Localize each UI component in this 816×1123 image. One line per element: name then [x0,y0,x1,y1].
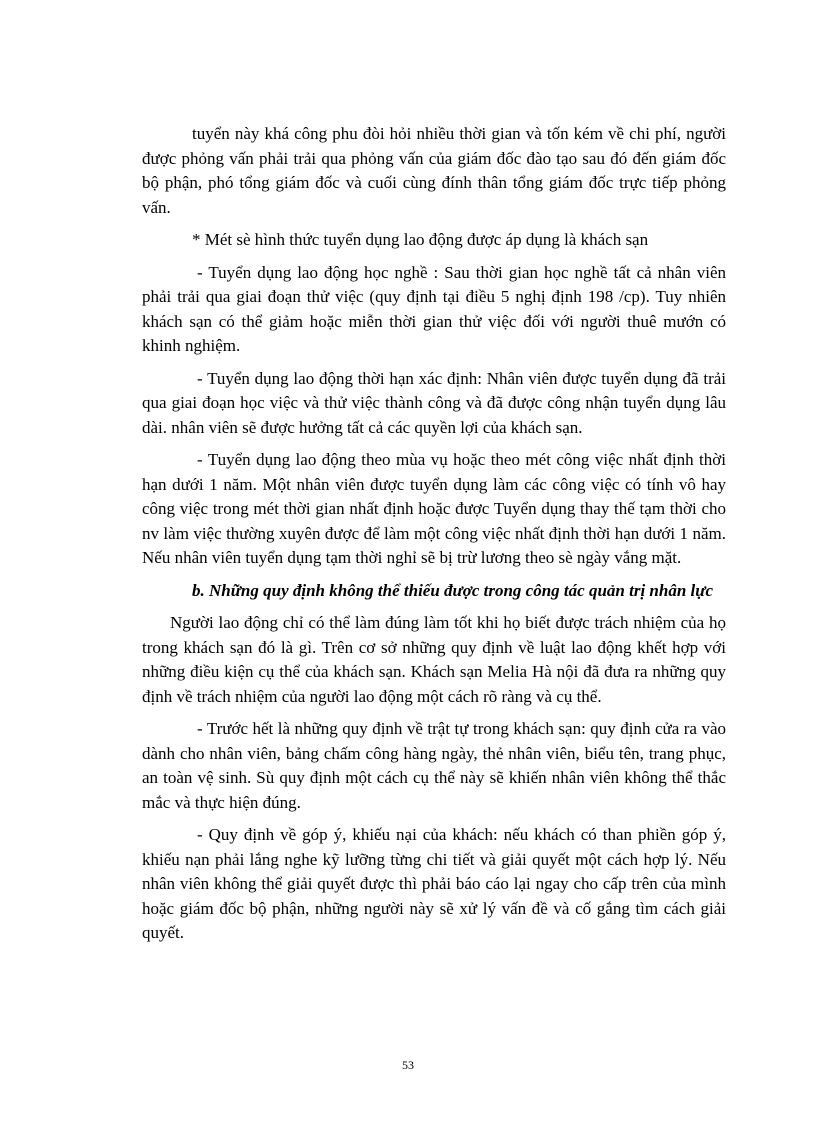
paragraph-apprentice-recruitment: - Tuyển dụng lao động học nghề : Sau thời gian học nghề tất cả nhân viên phải trải qua giai đoạn thử việc (quy định tại điều 5 nghị định 198 /cp). Tuy nhiên khách sạn có thể giảm hoặc miễn thời gian thử việc đối với người thuê mướn có khinh nghiệm. [142,262,726,355]
paragraph-fixed-term-recruitment: - Tuyển dụng lao động thời hạn xác định: Nhân viên được tuyển dụng đã trải qua giai đoạn học việc và thử việc thành công và đã được công nhận tuyển dụng lâu dài. nhân viên sẽ được hưởng tất cả các quyền lợi của khách sạn. [142,368,726,437]
paragraph-complaint-rules: - Quy định về góp ý, khiếu nại của khách: nếu khách có than phiền góp ý, khiếu nạn phải lắng nghe kỹ lưỡng từng chi tiết và giải quyết một cách hợp lý. Nếu nhân viên không thể giải quyết được thì phải báo cáo lại ngay cho cấp trên của mình hoặc giám đốc bộ phận, những người này sẽ xử lý vấn đề và cố gắng tìm cách giải quyết. [142,825,726,942]
paragraph-recruitment-process: tuyển này khá công phu đòi hỏi nhiều thời gian và tốn kém về chi phí, người được phỏng vấn phải trải qua phỏng vấn của giám đốc đào tạo sau đó đến giám đốc bộ phận, phó tổng giám đốc và cuối cùng đính thân tổng giám đốc trực tiếp phỏng vấn. [142,124,726,217]
page-content [142,122,726,954]
paragraph-recruitment-forms: * Mét sè hình thức tuyển dụng lao động được áp dụng là khách sạn [192,230,649,249]
paragraph-order-rules: - Trước hết là những quy định về trật tự trong khách sạn: quy định cửa ra vào dành cho nhân viên, bảng chấm công hàng ngày, thẻ nhân viên, biểu tên, trang phục, an toàn vệ sinh. Sù quy định một cách cụ thể này sẽ khiến nhân viên không thể thắc mắc và thực hiện đúng. [142,719,726,812]
paragraph-seasonal-recruitment: - Tuyển dụng lao động theo mùa vụ hoặc theo mét công việc nhất định thời hạn dưới 1 năm. Một nhân viên được tuyển dụng làm các công việc có tính vô hay công việc trong mét thời gian nhất định hoặc được Tuyển dụng thay thế tạm thời cho nv làm việc thường xuyên được để làm một công việc nhất định thời hạn dưới 1 năm. Nếu nhân viên tuyển dụng tạm thời nghỉ sẽ bị trừ lương theo sè ngày vắng mặt. [142,450,726,567]
section-heading: b. Những quy định không thể thiếu được trong công tác quản trị nhân lực [192,580,713,600]
page-number: 53 [402,1058,414,1072]
paragraph-employee-responsibility: Người lao động chỉ có thể làm đúng làm tốt khi họ biết được trách nhiệm của họ trong khách sạn đó là gì. Trên cơ sở những quy định về luật lao động khết hợp với những điều kiện cụ thể của khách sạn. Khách sạn Melia Hà nội đã đưa ra những quy định về trách nhiệm của người lao động một cách rõ ràng và cụ thể. [142,613,726,706]
